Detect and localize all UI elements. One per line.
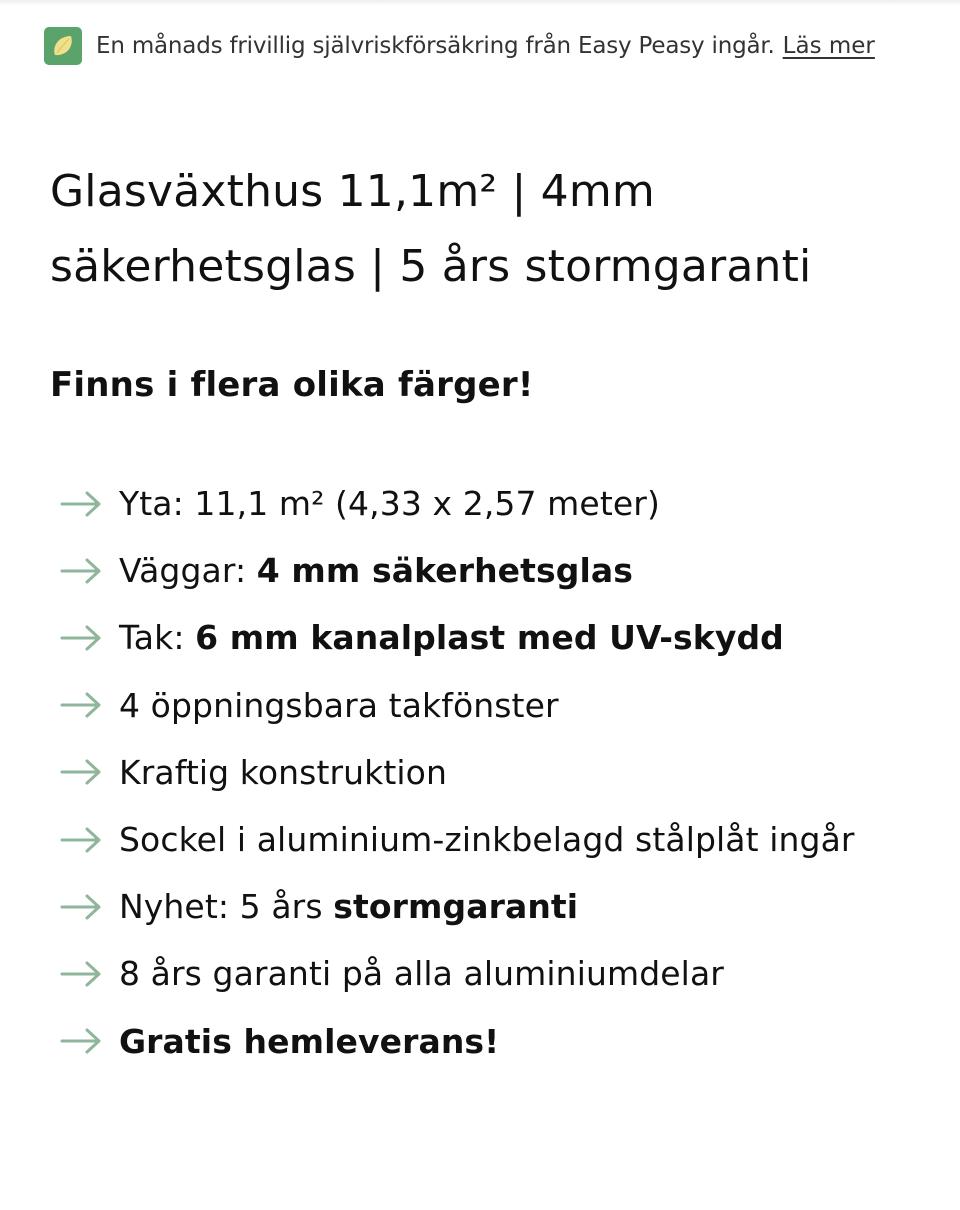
feature-highlight: stormgaranti	[333, 887, 579, 927]
feature-item	[60, 1008, 855, 1075]
insurance-banner	[44, 27, 875, 65]
arrow-right-icon	[60, 961, 102, 987]
arrow-right-icon	[60, 491, 102, 517]
product-title-line-1: Glasväxthus 11,1m² | 4mm	[50, 166, 655, 217]
feature-text	[119, 954, 724, 993]
product-title	[50, 154, 910, 304]
feature-highlight: 6 mm kanalplast med UV-skydd	[195, 618, 784, 658]
arrow-right-icon	[60, 692, 102, 718]
feature-text	[119, 887, 578, 926]
arrow-right-icon	[60, 894, 102, 920]
feature-item	[60, 940, 855, 1007]
top-edge-shadow	[0, 0, 960, 6]
feature-label: Sockel i aluminium-zinkbelagd stålplåt ingår	[119, 820, 855, 860]
arrow-right-icon	[60, 625, 102, 651]
feature-text	[119, 820, 855, 859]
product-title-line-2: säkerhetsglas | 5 års stormgaranti	[50, 241, 812, 292]
feature-label: 8 års garanti på alla aluminiumdelar	[119, 954, 724, 994]
feature-text	[119, 686, 559, 725]
product-subtitle: Finns i flera olika färger!	[50, 365, 534, 405]
arrow-right-icon	[60, 759, 102, 785]
feature-label: Yta: 11,1 m² (4,33 x 2,57 meter)	[119, 484, 660, 524]
feature-highlight: 4 mm säkerhetsglas	[256, 551, 634, 591]
feature-text	[119, 484, 660, 523]
feature-highlight: Gratis hemleverans!	[119, 1021, 500, 1061]
feature-item	[60, 604, 855, 671]
arrow-right-icon	[60, 827, 102, 853]
feature-text	[119, 551, 633, 590]
read-more-link[interactable]: Läs mer	[782, 33, 875, 59]
feature-list	[60, 470, 855, 1075]
feature-label: 4 öppningsbara takfönster	[119, 685, 559, 725]
feature-item	[60, 672, 855, 739]
arrow-right-icon	[60, 558, 102, 584]
feature-item	[60, 537, 855, 604]
feature-label: Väggar:	[119, 551, 257, 591]
feature-item	[60, 806, 855, 873]
feature-text	[119, 1022, 499, 1061]
feature-text	[119, 618, 784, 657]
feature-item	[60, 470, 855, 537]
banner-text: En månads frivillig självriskförsäkring från Easy Peasy ingår.	[96, 33, 775, 59]
feature-label: Tak:	[119, 618, 196, 658]
feature-item	[60, 873, 855, 940]
feature-text	[119, 753, 447, 792]
arrow-right-icon	[60, 1028, 102, 1054]
feature-label: Nyhet: 5 års	[119, 887, 334, 927]
lemon-icon	[44, 27, 82, 65]
feature-item	[60, 739, 855, 806]
feature-label: Kraftig konstruktion	[119, 752, 447, 792]
